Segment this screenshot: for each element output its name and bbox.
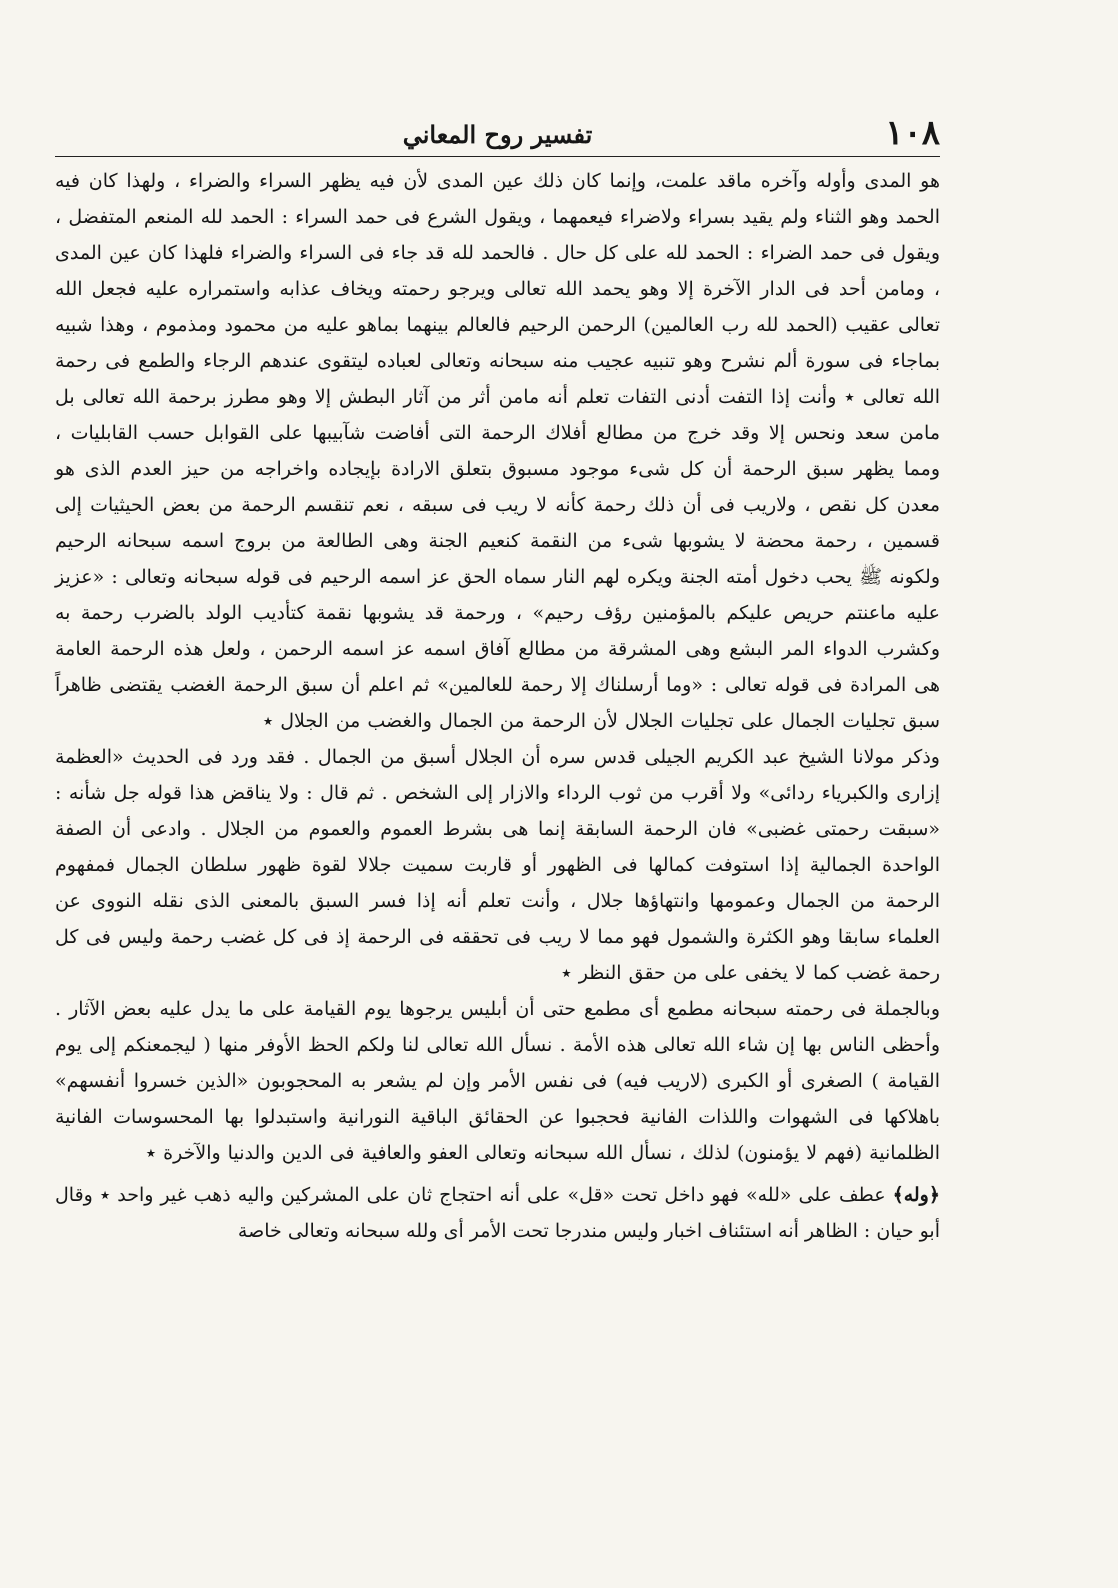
page-header [55,110,940,157]
commentary-body [55,163,940,1171]
paragraph-3: وبالجملة فى رحمته سبحانه مطمع أى مطمع حتى أن أبليس يرجوها يوم القيامة على ما يدل عليه بعض الآثار . وأحظى الناس بها إن شاء الله تعالى هذه الأمة . نسأل الله تعالى لنا ولكم الحظ الأوفر منها ( ليجمعنكم إلى يوم القيامة ) الصغرى أو الكبرى (لاريب فيه) فى نفس الأمر وإن لم يشعر به المحجوبون «الذين خسروا أنفسهم» باهلاكها فى الشهوات واللذات الفانية فحجبوا عن الحقائق الباقية النورانية واستبدلوا بها المحسوسات الفانية الظلمانية (فهم لا يؤمنون) لذلك ، نسأل الله سبحانه وتعالى العفو والعافية فى الدين والدنيا والآخرة ٭ [55,998,940,1164]
verse-commentary-text: عطف على «لله» فهو داخل تحت «قل» على أنه احتجاج ثان على المشركين واليه ذهب غير واحد ٭ وقال أبو حيان : الظاهر أنه استئناف اخبار وليس مندرجا تحت الأمر أى ولله سبحانه وتعالى خاصة [55,1184,940,1242]
running-title: تفسير روح المعاني [402,120,593,149]
paragraph-1: هو المدى وأوله وآخره ماقد علمت، وإنما كان ذلك عين المدى لأن فيه يظهر السراء والضراء ، ولهذا كان فيه الحمد وهو الثناء ولم يقيد بسراء ولاضراء فيعمهما ، ويقول الشرع فى حمد السراء : الحمد لله المنعم المتفضل ، ويقول فى حمد الضراء : الحمد لله على كل حال . فالحمد لله قد جاء فى السراء والضراء فلهذا كان عين المدى ، ومامن أحد فى الدار الآخرة إلا وهو يحمد الله تعالى ويرجو رحمته ويخاف عذابه واستمراره عليه فجعل الله تعالى عقيب (الحمد لله رب العالمين) الرحمن الرحيم فالعالم بينهما بماهو عليه من محمود ومذموم ، وهذا شبيه بماجاء فى سورة ألم نشرح وهو تنبيه عجيب منه سبحانه وتعالى لعباده ليتقوى عندهم الرجاء والطمع فى رحمة الله تعالى ٭ وأنت إذا التفت أدنى التفات تعلم أنه مامن أثر من آثار البطش إلا وهو مطرز برحمة الله تعالى بل مامن سعد ونحس إلا وقد خرج من مطالع أفلاك الرحمة التى أفاضت شآبيبها على القوابل حسب القابليات ، ومما يظهر سبق الرحمة أن كل شىء موجود مسبوق بتعلق الارادة بإيجاده واخراجه من حيز العدم الذى هو معدن كل نقص ، ولاريب فى أن ذلك رحمة كأنه لا ريب فى سبقه ، نعم تنقسم الرحمة من بعض الحيثيات إلى قسمين ، رحمة محضة لا يشوبها شىء من النقمة كنعيم الجنة وهى الطالعة من بروج اسمه سبحانه الرحيم ولكونه ﷺ يحب دخول أمته الجنة ويكره لهم النار سماه الحق عز اسمه الرحيم فى قوله سبحانه وتعالى : «عزيز عليه ماعنتم حريص عليكم بالمؤمنين رؤف رحيم» ، ورحمة قد يشوبها نقمة كتأديب الولد بالضرب رحمة به وكشرب الدواء المر البشع وهى المشرقة من مطالع آفاق اسمه عز اسمه الرحمن ، ولعل هذه الرحمة العامة هى المرادة فى قوله تعالى : «وما أرسلناك إلا رحمة للعالمين» ثم اعلم أن سبق الرحمة الغضب يقتضى ظاهراً سبق تجليات الجمال على تجليات الجلال لأن الرحمة من الجمال والغضب من الجلال ٭ [55,170,940,732]
verse-word: ﴿وله﴾ [892,1184,940,1206]
verse-commentary [55,1177,940,1249]
page-number: ١٠٨ [885,113,940,153]
paragraph-2: وذكر مولانا الشيخ عبد الكريم الجيلى قدس سره أن الجلال أسبق من الجمال . فقد ورد فى الحديث «العظمة إزارى والكبرياء ردائى» ولا أقرب من ثوب الرداء والازار إلى الشخص . ثم قال : ولا يناقض هذا قوله جل شأنه : «سبقت رحمتى غضبى» فان الرحمة السابقة إنما هى بشرط العموم والعموم من الجلال . وادعى أن الصفة الواحدة الجمالية إذا استوفت كمالها فى الظهور أو قاربت سميت جلالا لقوة ظهور سلطان الجمال فمفهوم الرحمة من الجمال وعمومها وانتهاؤها جلال ، وأنت تعلم أنه إذا فسر السبق بالمعنى الذى نقله النووى عن العلماء سابقا وهو الكثرة والشمول فهو مما لا ريب فى تحققه فى الرحمة إذ فى كل غضب رحمة وليس فى كل رحمة غضب كما لا يخفى على من حقق النظر ٭ [55,746,940,984]
